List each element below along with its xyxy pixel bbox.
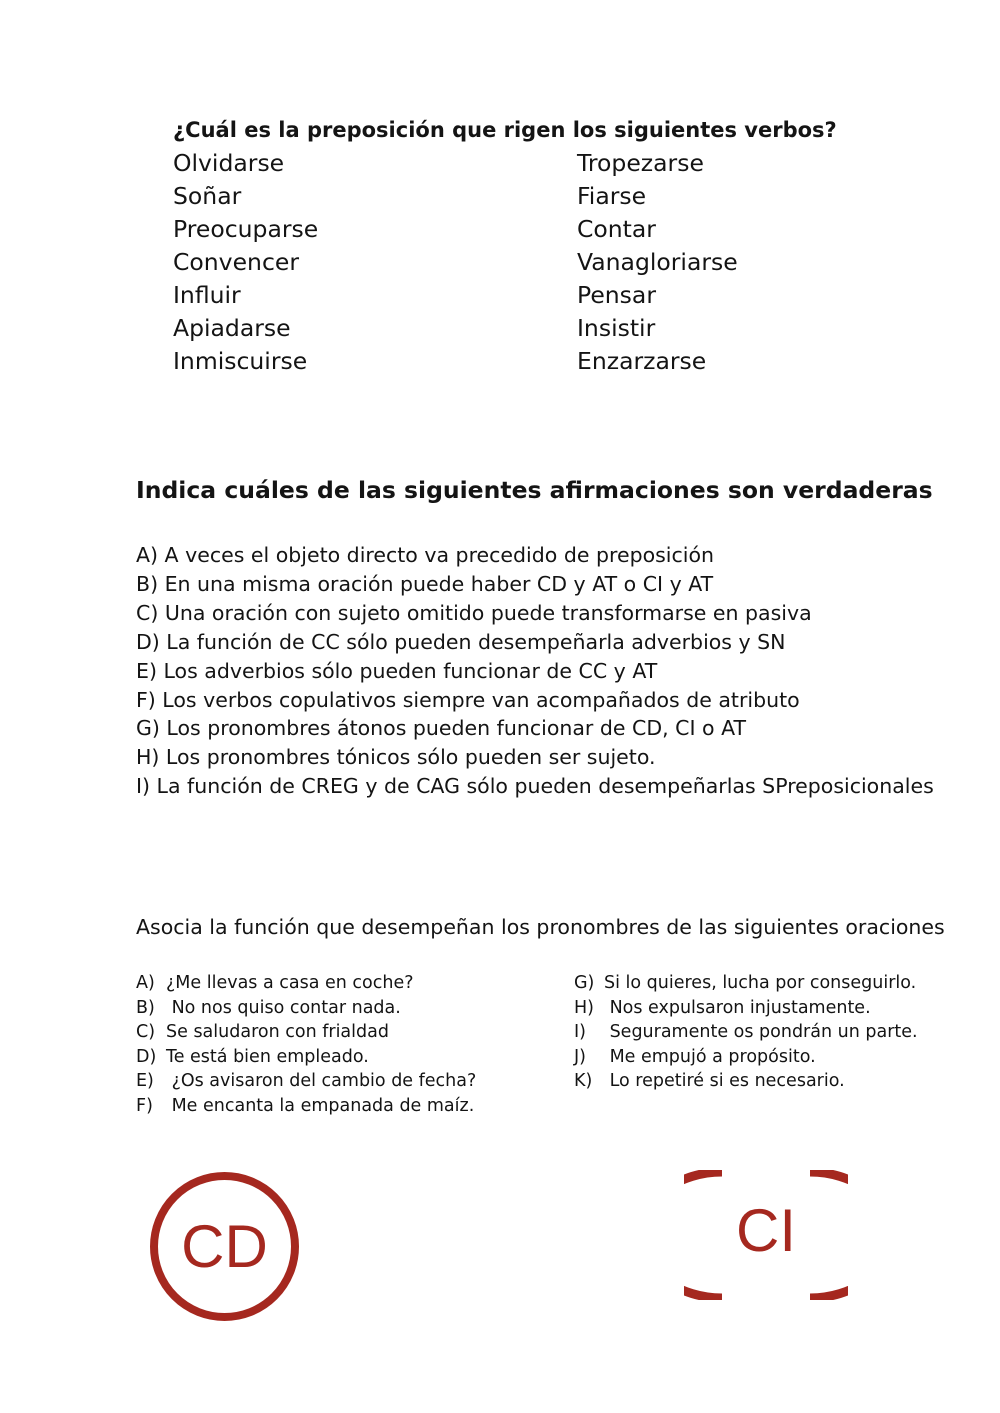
statement-item: C) Una oración con sujeto omitido puede transformarse en pasiva (136, 600, 812, 625)
sentences-left-column (136, 971, 476, 1119)
verbs-left-column (173, 147, 318, 378)
sentence-letter: J) (574, 1046, 586, 1067)
sentence-letter: D) (136, 1046, 157, 1067)
sentence-item (136, 996, 476, 1021)
statement-item: B) En una misma oración puede haber CD y AT o CI y AT (136, 571, 714, 596)
sentence-item (136, 1094, 476, 1119)
sentence-item (574, 1045, 918, 1070)
verb-item: Enzarzarse (577, 347, 707, 375)
verbs-right-column (577, 147, 738, 378)
sentence-letter: E) (136, 1071, 154, 1092)
statement-item: H) Los pronombres tónicos sólo pueden ser sujeto. (136, 745, 656, 770)
verb-item: Inmiscuirse (173, 347, 308, 375)
verb-item: Fiarse (577, 182, 647, 210)
sentence-letter: C) (136, 1022, 156, 1043)
sentence-text: Lo repetiré si es necesario. (604, 1071, 845, 1092)
sentence-text: Me encanta la empanada de maíz. (166, 1095, 475, 1116)
sentence-item (574, 1020, 918, 1045)
sentence-text: Seguramente os pondrán un parte. (604, 1022, 918, 1043)
verb-item: Insistir (577, 314, 656, 342)
sentence-item (574, 996, 918, 1021)
verb-item: Contar (577, 215, 656, 243)
verbs-question-title: ¿Cuál es la preposición que rigen los siguientes verbos? (173, 118, 837, 142)
cd-badge-label: CD (181, 1213, 268, 1280)
cd-badge[interactable] (150, 1172, 299, 1321)
ci-badge[interactable] (684, 1170, 848, 1300)
sentence-text: ¿Os avisaron del cambio de fecha? (166, 1071, 477, 1092)
verb-item: Pensar (577, 281, 656, 309)
sentence-item (574, 1069, 918, 1094)
statement-item: I) La función de CREG y de CAG sólo pueden desempeñarlas SPreposicionales (136, 774, 934, 799)
sentence-text: Te está bien empleado. (166, 1046, 369, 1067)
statement-item: A) A veces el objeto directo va precedido de preposición (136, 543, 715, 567)
sentence-item (136, 971, 476, 996)
sentence-letter: K) (574, 1071, 593, 1092)
sentence-letter: H) (574, 997, 594, 1018)
sentence-item (136, 1069, 476, 1094)
statement-item: D) La función de CC sólo pueden desempeñarla adverbios y SN (136, 629, 786, 654)
verb-item: Preocuparse (173, 215, 319, 243)
sentence-letter: G) (574, 973, 595, 993)
sentence-letter: B) (136, 997, 155, 1018)
sentence-text: Me empujó a propósito. (604, 1046, 816, 1067)
verb-item: Olvidarse (173, 149, 285, 177)
verb-item: Tropezarse (577, 149, 704, 177)
sentence-letter: A) (136, 973, 155, 993)
verb-item: Soñar (173, 182, 242, 210)
sentence-letter: I) (574, 1022, 586, 1043)
verb-item: Vanagloriarse (577, 248, 738, 276)
ci-badge-label: CI (736, 1196, 796, 1264)
sentence-item (574, 971, 918, 996)
statements-list (136, 541, 934, 801)
verb-item: Influir (173, 281, 241, 309)
statement-item: F) Los verbos copulativos siempre van acompañados de atributo (136, 687, 800, 712)
sentence-text: Se saludaron con frialdad (166, 1022, 389, 1043)
sentence-item (136, 1045, 476, 1070)
sentence-text: Nos expulsaron injustamente. (604, 997, 871, 1018)
verb-item: Apiadarse (173, 314, 291, 342)
sentence-text: ¿Me llevas a casa en coche? (166, 973, 414, 993)
sentences-right-column (574, 971, 918, 1094)
pronouns-question-title: Asocia la función que desempeñan los pronombres de las siguientes oraciones (136, 915, 945, 939)
sentence-text: No nos quiso contar nada. (166, 997, 401, 1018)
statement-item: G) Los pronombres átonos pueden funcionar de CD, CI o AT (136, 716, 747, 741)
statements-question-title: Indica cuáles de las siguientes afirmaciones son verdaderas (136, 476, 933, 504)
verb-item: Convencer (173, 248, 299, 276)
sentence-item (136, 1020, 476, 1045)
sentence-text: Si lo quieres, lucha por conseguirlo. (604, 973, 917, 993)
sentence-letter: F) (136, 1095, 153, 1116)
statement-item: E) Los adverbios sólo pueden funcionar de CC y AT (136, 658, 658, 683)
